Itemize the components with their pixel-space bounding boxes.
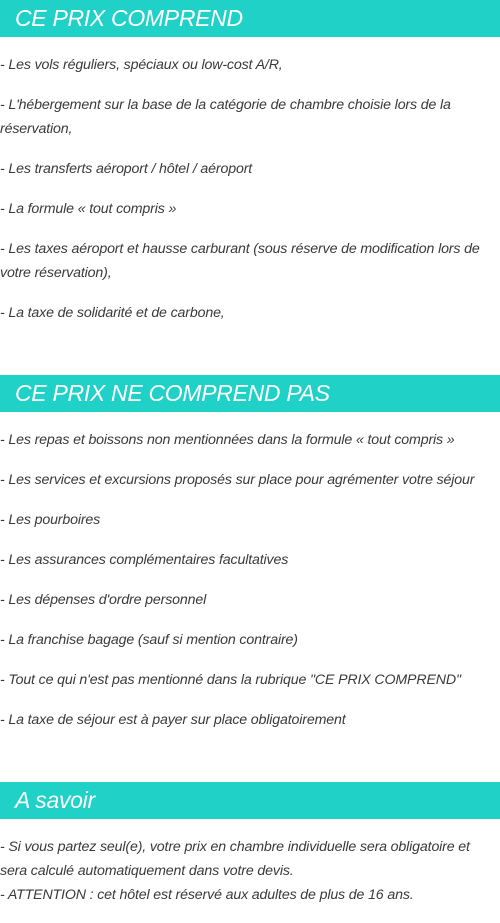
list-item: - Les taxes aéroport et hausse carburant (sous réserve de modification lors de votre réservation), [0,241,480,281]
list-item: - Si vous partez seul(e), votre prix en chambre individuelle sera obligatoire et sera calculé automatiquement dans votre devis. [0,839,470,879]
list-item: - Les dépenses d'ordre personnel [0,592,207,608]
list-item: - ATTENTION : cet hôtel est réservé aux adultes de plus de 16 ans. [0,887,414,903]
list-item: - L'hébergement sur la base de la catégorie de chambre choisie lors de la réservation, [0,97,451,137]
list-item: - Les services et excursions proposés sur place pour agrémenter votre séjour [0,472,475,488]
list-item: - Les pourboires [0,512,101,528]
list-item: - La formule « tout compris » [0,201,177,217]
section-header-ce-prix-ne-comprend-pas: CE PRIX NE COMPREND PAS [0,375,500,412]
list-item: - La taxe de solidarité et de carbone, [0,305,225,321]
list-item: - La taxe de séjour est à payer sur place obligatoirement [0,712,346,728]
list-item: - La franchise bagage (sauf si mention contraire) [0,632,298,648]
list-item: - Les transferts aéroport / hôtel / aéroport [0,161,253,177]
list-item: - Les repas et boissons non mentionnées dans la formule « tout compris » [0,432,455,448]
list-item: - Les vols réguliers, spéciaux ou low-cost A/R, [0,57,283,73]
list-item: - Les assurances complémentaires facultatives [0,552,289,568]
section-header-a-savoir: A savoir [0,782,500,819]
list-item: - Tout ce qui n'est pas mentionné dans la rubrique "CE PRIX COMPREND" [0,672,461,688]
section-header-ce-prix-comprend: CE PRIX COMPREND [0,0,500,37]
